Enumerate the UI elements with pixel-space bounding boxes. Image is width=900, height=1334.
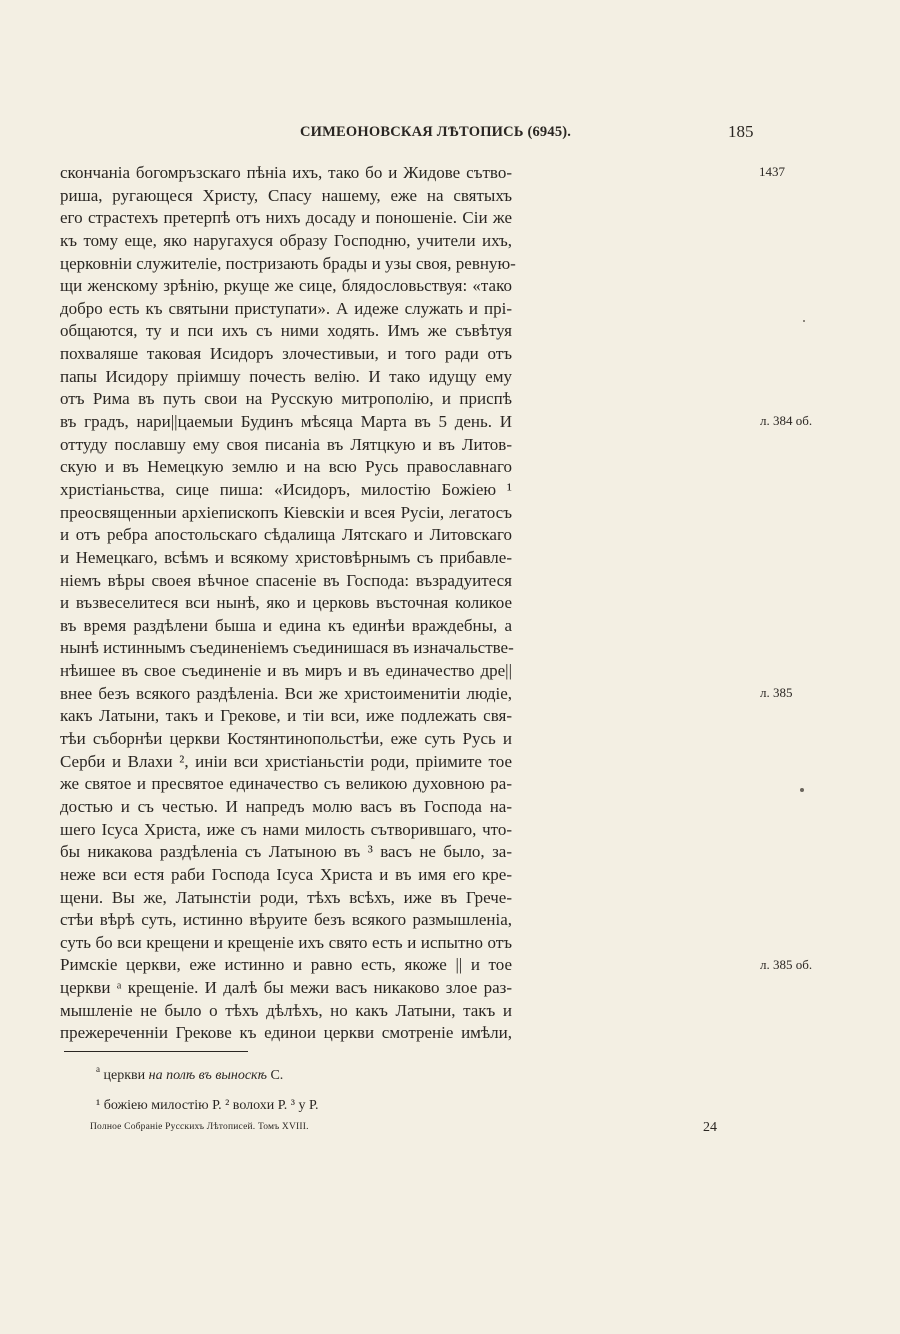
text-line: стѣи вѣрѣ суть, истинно вѣруите безъ всякого размышленіа, (60, 910, 512, 930)
footnote-letter-italic: на полѣ въ выноскѣ (148, 1068, 267, 1083)
text-line: Серби и Влахи ², иніи вси христіаньстіи роди, пріимите тое (60, 751, 512, 771)
text-line: къ тому еще, яко наругахуся образу Господню, учители ихъ, (60, 230, 512, 250)
text-line: какъ Латыни, такъ и Грекове, и тіи вси, иже подлежать свя- (60, 706, 512, 726)
text-line: Римскіе церкви, еже истинно и равно есть, якоже || и тое (60, 955, 512, 975)
text-line: въ градъ, нари||цаемыи Будинъ мѣсяца Марта въ 5 день. И (60, 412, 512, 432)
text-line: и отъ ребра апостольскаго сѣдалища Лятскаго и Литовскаго (60, 525, 512, 545)
text-line: похваляше таковая Исидоръ злочестивыи, и того ради отъ (60, 344, 512, 364)
ink-speck (800, 788, 804, 792)
text-line: достью и съ честью. И напредъ молю васъ въ Господа на- (60, 796, 512, 816)
footnote-letter-marker: а (96, 1064, 100, 1074)
page-number: 185 (728, 122, 754, 141)
footnote-letter-source: С. (270, 1068, 284, 1083)
footnote-letter-word: церкви (103, 1068, 146, 1083)
imprint: Полное Собраніе Русскихъ Лѣтописей. Томъ XVIII. (90, 1122, 309, 1132)
text-line: преосвященныи архіепископъ Кіевскіи и всея Русіи, легатосъ (60, 502, 512, 522)
ink-speck (803, 320, 805, 322)
text-line: христіаньства, сице пиша: «Исидоръ, милостію Божіею ¹ (60, 479, 512, 499)
text-line: мышленіе не было о тѣхъ дѣлѣхъ, но какъ Латыни, такъ и (60, 1000, 512, 1020)
footnote-letter (96, 1064, 284, 1084)
text-line: отъ Рима въ путь свои на Русскую митрополію, и приспѣ (60, 389, 512, 409)
text-line: церковніи служителіе, постризають брады и узы своя, ревную- (60, 253, 516, 273)
text-line: его страстехъ претерпѣ отъ нихъ досаду и поношеніе. Сіи же (60, 208, 512, 228)
text-line: шего Ісуса Христа, иже съ нами милость сътворившаго, что- (60, 819, 512, 839)
footnotes-numbered: ¹ божіею милостію Р. ² волохи Р. ³ у Р. (96, 1098, 319, 1113)
text-line: нѣишее въ свое съединеніе и въ миръ и въ единачество дре|| (60, 661, 512, 681)
text-line: суть бо вси крещени и крещеніе ихъ свято есть и испытно отъ (60, 932, 512, 952)
text-line: въ время раздѣлени быша и едина къ единѣи враждебны, а (60, 615, 512, 635)
text-line: добро есть къ святыни приступати». А идеже служать и прі- (60, 298, 512, 318)
text-line: же святое и пресвятое единачество съ великою духовною ра- (60, 774, 512, 794)
text-line: общаются, ту и пси ихъ съ ними ходять. Имъ же съвѣтуя (60, 321, 512, 341)
margin-note: л. 385 об. (760, 956, 813, 972)
signature-mark: 24 (703, 1120, 717, 1135)
text-line: скую и въ Немецкую землю и на всю Русь православнаго (60, 457, 512, 477)
text-line: риша, ругающеся Христу, Спасу нашему, еже на святыхъ (60, 185, 512, 205)
text-line: оттуду пославшу ему своя писаніа въ Лятцкую и въ Литов- (60, 434, 512, 454)
text-line: и Немецкаго, всѣмъ и всякому христовѣрнымъ съ прибавле- (60, 547, 512, 567)
text-line: нынѣ истиннымъ съединеніемъ съединишася въ изначальстве- (60, 638, 514, 658)
margin-note: л. 385 (760, 684, 793, 700)
footnote-rule (64, 1051, 248, 1052)
text-line: прежереченніи Грекове къ единои церкви смотреніе имѣли, (60, 1023, 512, 1043)
margin-note: 1437 (759, 164, 785, 179)
text-line: и възвеселитеся вси нынѣ, яко и церковь въсточная коликое (60, 593, 512, 613)
text-line: тѣи съборнѣи церкви Костянтинопольстѣи, еже суть Русь и (60, 729, 512, 749)
text-line: щени. Вы же, Латынстіи роди, тѣхъ всѣхъ, иже въ Грече- (60, 887, 512, 907)
text-line: щи женскому зрѣнію, ркуще же сице, блядословьствуя: «тако (60, 276, 512, 296)
text-line: внее безъ всякого раздѣленіа. Вси же христоименитіи людіе, (60, 683, 512, 703)
text-line: неже вси естя раби Господа Ісуса Христа и въ имя его кре- (60, 864, 512, 884)
running-title: СИМЕОНОВСКАЯ ЛѢТОПИСЬ (6945). (300, 124, 572, 140)
margin-note: л. 384 об. (760, 413, 813, 429)
body-text (60, 162, 516, 1045)
text-line: ніемъ вѣры своея вѣчное спасеніе въ Господа: възрадуитеся (60, 570, 512, 590)
text-line: скончаніа богомръзскаго пѣніа ихъ, тако бо и Жидове сътво- (60, 163, 512, 182)
text-line: бы никакова раздѣленіа съ Латыною въ ³ васъ не было, за- (60, 842, 512, 862)
text-line: папы Исидору пріимшу почесть велію. И тако идущу ему (60, 366, 512, 386)
text-line: церкви ᵃ крещеніе. И далѣ бы межи васъ никаково злое раз- (60, 978, 512, 998)
